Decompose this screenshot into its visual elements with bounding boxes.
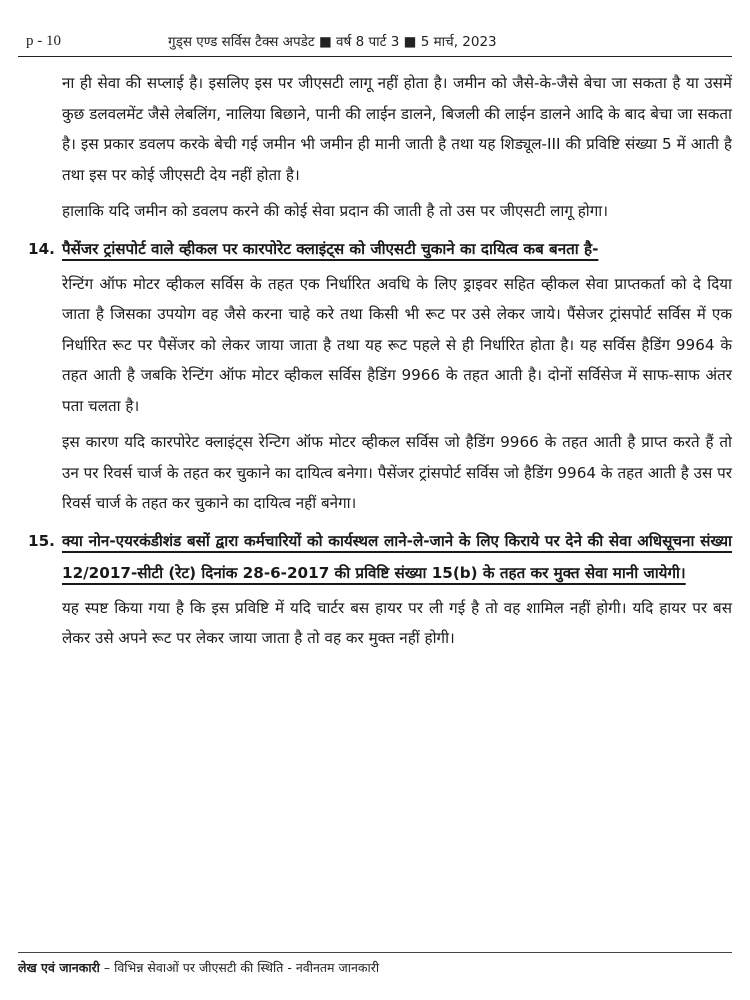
question-title: क्या नोन-एयरकंडीशंड बसों द्वारा कर्मचारियों को कार्यस्थल लाने-ले-जाने के लिए किराये पर देने की सेवा अधिसूचना संख्या 12/2017-सीटी (रेट) दिनांक 28-6-2017 की प्रविष्टि संख्या 15(b) के तहत कर मुक्त सेवा मानी जायेगी।: [62, 531, 732, 582]
answer-paragraph: इस कारण यदि कारपोरेट क्लाइंट्स रेन्टिग ऑफ मोटर व्हीकल सर्विस जो हैडिंग 9966 के तहत आती है प्राप्त करते हैं तो उन पर रिवर्स चार्ज के तहत कर चुकाने का दायित्व बनेगा। पैसेंजर ट्रांसपोर्ट सर्विस जो हैडिंग 9964 के तहत आती है उस पर रिवर्स चार्ज के तहत कर चुकाने का दायित्व नहीं बनेगा।: [62, 433, 732, 512]
footer-separator: –: [99, 960, 115, 975]
question-title: पैसेंजर ट्रांसपोर्ट वाले व्हीकल पर कारपोरेट क्लाइंट्स को जीएसटी चुकाने का दायित्व कब बनता है-: [62, 239, 599, 258]
question-15: [22, 525, 732, 589]
body-paragraph: हालाकि यदि जमीन को डवलप करने की कोई सेवा प्रदान की जाती है तो उस पर जीएसटी लागू होगा।: [62, 202, 608, 220]
question-number: 15.: [28, 531, 55, 550]
question-14: [22, 233, 732, 265]
article-body: [22, 68, 732, 660]
answer-paragraph: यह स्पष्ट किया गया है कि इस प्रविष्टि में यदि चार्टर बस हायर पर ली गई है तो वह शामिल नहीं होगी। यदि हायर पर बस लेकर उसे अपने रूट पर लेकर जाया जाता है तो वह कर मुक्त नहीं होगी।: [62, 598, 732, 647]
body-paragraph: ना ही सेवा की सप्लाई है। इसलिए इस पर जीएसटी लागू नहीं होता है। जमीन को जैसे-के-जैसे बेचा जा सकता है या उसमें कुछ डलवलमेंट जैसे लेबलिंग, नालिया बिछाने, पानी की लाईन डालने, बिजली की लाईन डालने आदि के बाद बेचा जा सकता है। इस प्रकार डवलप करके बेची गई जमीन भी जमीन ही मानी जाती है तथा यह शिड्यूल-III की प्रविष्टि संख्या 5 में आती है तथा इस पर कोई जीएसटी देय नहीं होता है।: [62, 74, 732, 184]
answer-paragraph: रेन्टिंग ऑफ मोटर व्हीकल सर्विस के तहत एक निर्धारित अवधि के लिए ड्राइवर सहित व्हीकल सेवा प्राप्तकर्ता को दे दिया जाता है जिसका उपयोग वह जैसे करना चाहे करे तथा किसी भी रूट पर उसे लेकर जाये। पैंसेजर ट्रांसपोर्ट सर्विस में एक निर्धारित रूट पर पैसेंजर को लेकर जाया जाता है तथा यह रूट पहले से ही निर्धारित होता है। यह सर्विस हैडिंग 9964 के तहत आती है जबकि रेन्टिंग ऑफ मोटर व्हीकल सर्विस हैडिंग 9966 के तहत आती है। दोनों सर्विसेज में साफ-साफ अंतर पता चलता है।: [62, 274, 732, 415]
question-number: 14.: [28, 239, 55, 258]
footer-section-title: विभिन्न सेवाओं पर जीएसटी की स्थिति - नवीनतम जानकारी: [114, 960, 380, 975]
page-number: p - 10: [26, 33, 61, 49]
footer-section-label: लेख एवं जानकारी: [18, 960, 100, 975]
running-title: गुड्स एण्ड सर्विस टैक्स अपडेट ■ वर्ष 8 पार्ट 3 ■ 5 मार्च, 2023: [168, 34, 497, 50]
page-header: [18, 30, 732, 57]
page-footer: [18, 952, 732, 976]
